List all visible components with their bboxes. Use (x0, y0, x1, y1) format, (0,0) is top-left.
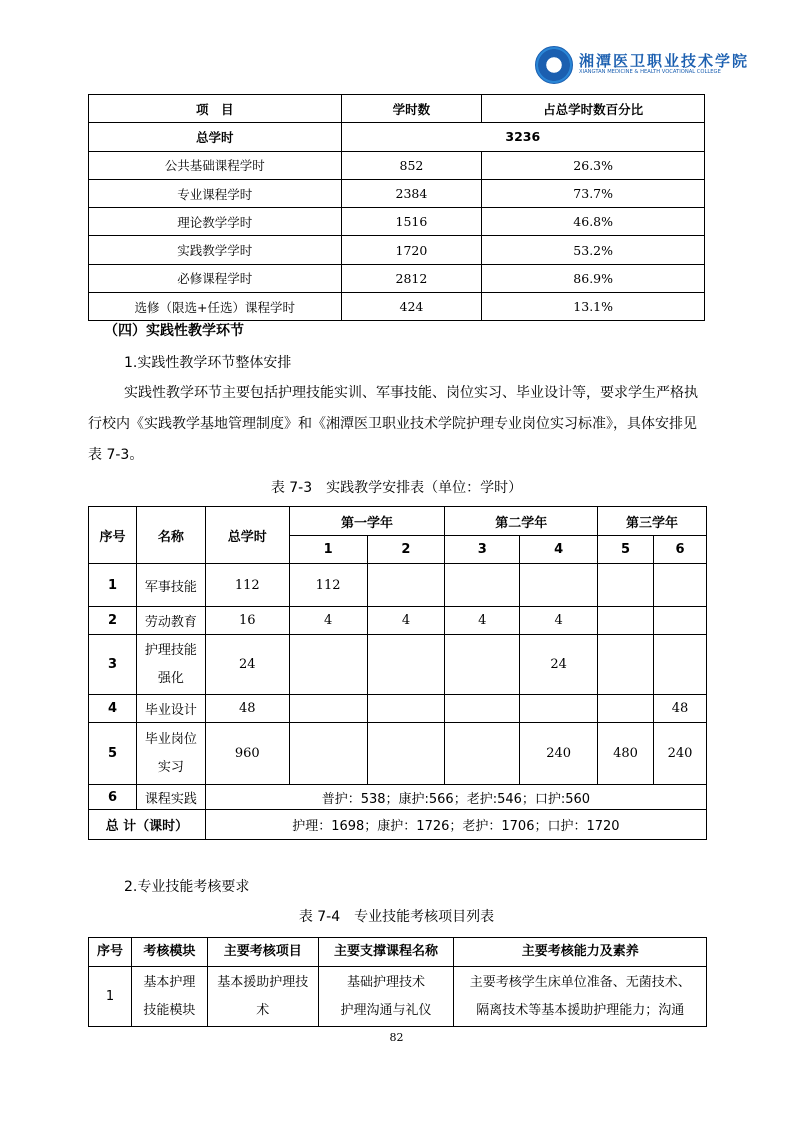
table-header-row (89, 938, 707, 967)
row-item (207, 967, 318, 1027)
total-hours-row (89, 123, 705, 151)
row-total: 112 (205, 564, 289, 607)
row-hours: 2384 (341, 179, 482, 207)
course-line-1: 基础护理技术 (347, 974, 426, 990)
header-ability: 主要考核能力及素养 (454, 938, 707, 967)
row-no: 2 (89, 607, 137, 635)
header-name: 名称 (136, 507, 205, 564)
row-term-value (445, 695, 520, 723)
row-term-value (367, 695, 445, 723)
row-name-line-2: 实习 (157, 759, 184, 775)
table-row (89, 723, 707, 785)
row-term-value (654, 607, 707, 635)
row-name: 课程实践 (136, 785, 205, 810)
row-hours: 1516 (341, 208, 482, 236)
row-term-value (654, 635, 707, 695)
row-term-value (654, 564, 707, 607)
college-emblem-icon (535, 46, 573, 84)
subsection-heading: 1.实践性教学环节整体安排 (124, 355, 292, 371)
ability-line-2: 隔离技术等基本援助护理能力；沟通 (476, 1002, 685, 1018)
item-line-1: 基本援助护理技 (217, 974, 309, 990)
row-percent: 26.3% (482, 151, 705, 179)
row-term-value (367, 723, 445, 785)
row-term-value (367, 635, 445, 695)
header-year-1: 第一学年 (289, 507, 445, 536)
header-course: 主要支撑课程名称 (318, 938, 454, 967)
row-name: 劳动教育 (136, 607, 205, 635)
header-year-3: 第三学年 (598, 507, 707, 536)
section-heading: （四）实践性教学环节 (104, 323, 244, 339)
table-caption: 表 7-3 实践教学安排表（单位：学时） (270, 480, 523, 496)
table-row (89, 208, 705, 236)
header-percent: 占总学时数百分比 (482, 95, 705, 123)
row-no: 5 (89, 723, 137, 785)
row-term-value (289, 695, 367, 723)
header-total: 总学时 (205, 507, 289, 564)
row-term-value: 112 (289, 564, 367, 607)
header-term: 6 (654, 536, 707, 564)
row-term-value (289, 723, 367, 785)
row-term-value (598, 607, 654, 635)
total-hours-label: 总学时 (89, 123, 342, 151)
body-paragraph: 实践性教学环节主要包括护理技能实训、军事技能、岗位实习、毕业设计等，要求学生严格执行校内《实践教学基地管理制度》和《湘潭医卫职业技术学院护理专业岗位实习标准》，具体安排见表 7-3。 (88, 385, 698, 463)
skills-assessment-table (88, 937, 707, 1027)
header-no: 序号 (89, 938, 132, 967)
row-term-value (598, 695, 654, 723)
total-label: 总 计（课时） (89, 810, 206, 840)
row-item: 选修（限选+任选）课程学时 (89, 293, 342, 321)
row-total: 16 (205, 607, 289, 635)
course-line-2: 护理沟通与礼仪 (340, 1002, 432, 1018)
row-total: 24 (205, 635, 289, 695)
row-term-value (367, 564, 445, 607)
header-term: 2 (367, 536, 445, 564)
row-no: 6 (89, 785, 137, 810)
row-percent: 46.8% (482, 208, 705, 236)
table-row (89, 293, 705, 321)
row-total: 48 (205, 695, 289, 723)
table-row (89, 607, 707, 635)
row-percent: 13.1% (482, 293, 705, 321)
page-number: 82 (389, 1031, 404, 1044)
row-hours: 852 (341, 151, 482, 179)
row-term-value (445, 723, 520, 785)
row-term-value: 48 (654, 695, 707, 723)
row-ability (454, 967, 707, 1027)
row-term-value (445, 635, 520, 695)
header-module: 考核模块 (131, 938, 207, 967)
table-row (89, 785, 707, 810)
row-name (136, 723, 205, 785)
row-term-value (520, 564, 598, 607)
row-course (318, 967, 454, 1027)
row-name-line-2: 强化 (157, 670, 184, 686)
row-name: 毕业设计 (136, 695, 205, 723)
table-row (89, 264, 705, 292)
table-row (89, 179, 705, 207)
row-item: 必修课程学时 (89, 264, 342, 292)
total-row (89, 810, 707, 840)
header-item: 主要考核项目 (207, 938, 318, 967)
row-name-line-1: 毕业岗位 (144, 731, 197, 747)
header-term: 4 (520, 536, 598, 564)
header-hours: 学时数 (341, 95, 482, 123)
table-caption: 表 7-4 专业技能考核项目列表 (298, 909, 495, 925)
item-line-2: 术 (256, 1002, 270, 1018)
row-percent: 86.9% (482, 264, 705, 292)
header-term: 1 (289, 536, 367, 564)
row-no: 1 (89, 564, 137, 607)
row-term-value: 4 (445, 607, 520, 635)
college-logo (535, 46, 750, 86)
row-name-line-1: 护理技能 (144, 642, 197, 658)
row-term-value: 240 (654, 723, 707, 785)
hours-summary-table (88, 94, 705, 321)
header-term: 5 (598, 536, 654, 564)
table-header-row (89, 507, 707, 536)
row-term-value: 480 (598, 723, 654, 785)
ability-line-1: 主要考核学生床单位准备、无菌技术、 (469, 974, 691, 990)
table-header-row (89, 95, 705, 123)
row-item: 公共基础课程学时 (89, 151, 342, 179)
row-term-value (289, 635, 367, 695)
row-no: 1 (89, 967, 132, 1027)
row-name: 军事技能 (136, 564, 205, 607)
header-no: 序号 (89, 507, 137, 564)
header-year-2: 第二学年 (445, 507, 598, 536)
total-hours-value: 3236 (341, 123, 704, 151)
table-row (89, 236, 705, 264)
row-term-value: 4 (520, 607, 598, 635)
college-name-english: XIANGTAN MEDICINE & HEALTH VOCATIONAL COLLEGE (579, 69, 721, 75)
table-row (89, 695, 707, 723)
total-summary: 护理：1698；康护：1726；老护：1706；口护：1720 (205, 810, 706, 840)
row-hours: 424 (341, 293, 482, 321)
row-item: 实践教学学时 (89, 236, 342, 264)
row-term-value: 4 (289, 607, 367, 635)
row-item: 专业课程学时 (89, 179, 342, 207)
row-hours: 1720 (341, 236, 482, 264)
table-row (89, 151, 705, 179)
header-term: 3 (445, 536, 520, 564)
row-no: 4 (89, 695, 137, 723)
row-hours: 2812 (341, 264, 482, 292)
row-name (136, 635, 205, 695)
table-row (89, 564, 707, 607)
row-term-value: 4 (367, 607, 445, 635)
row-term-value (598, 635, 654, 695)
course-practice-summary: 普护：538；康护:566；老护:546；口护:560 (205, 785, 706, 810)
table-row (89, 967, 707, 1027)
row-term-value (520, 695, 598, 723)
module-line-2: 技能模块 (143, 1002, 196, 1018)
module-line-1: 基本护理 (143, 974, 196, 990)
row-term-value: 240 (520, 723, 598, 785)
row-percent: 53.2% (482, 236, 705, 264)
row-no: 3 (89, 635, 137, 695)
row-term-value (598, 564, 654, 607)
row-item: 理论教学学时 (89, 208, 342, 236)
row-module (131, 967, 207, 1027)
college-name: 湘潭医卫职业技术学院 (579, 52, 750, 70)
header-item: 项 目 (89, 95, 342, 123)
table-row (89, 635, 707, 695)
row-total: 960 (205, 723, 289, 785)
row-term-value (445, 564, 520, 607)
subsection-heading: 2.专业技能考核要求 (124, 879, 250, 895)
practice-schedule-table (88, 506, 707, 840)
row-percent: 73.7% (482, 179, 705, 207)
row-term-value: 24 (520, 635, 598, 695)
